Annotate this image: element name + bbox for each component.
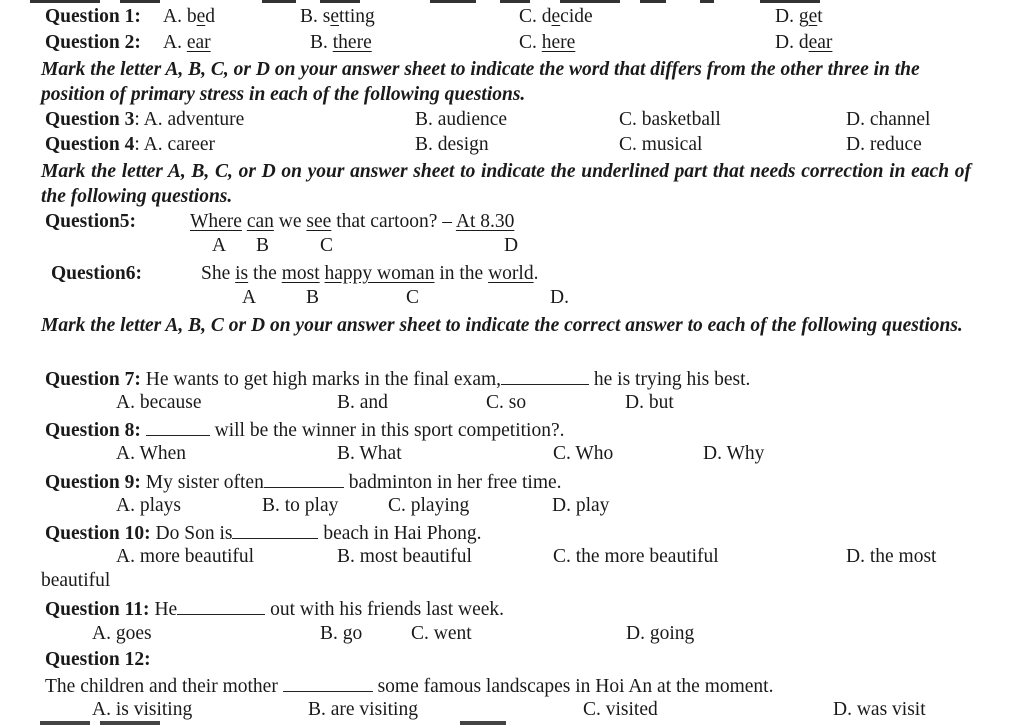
q7-stem: Question 7: He wants to get high marks in the final exam, he is trying his best. xyxy=(45,369,751,390)
q3-label: Question 3 xyxy=(45,109,135,130)
q1-option-c[interactable]: C. decide xyxy=(519,6,593,27)
q8-option-d[interactable]: D. Why xyxy=(703,443,765,464)
q10-option-d-continued: beautiful xyxy=(41,570,111,591)
q6-part-b[interactable]: most xyxy=(281,263,320,284)
q7-label: Question 7: xyxy=(45,369,141,390)
q8-stem: Question 8: will be the winner in this sport competition?. xyxy=(45,420,565,441)
q11-option-c[interactable]: C. went xyxy=(411,623,472,644)
q8-option-a[interactable]: A. When xyxy=(116,443,187,464)
q6-part-a[interactable]: is xyxy=(235,263,249,284)
q12-option-c[interactable]: C. visited xyxy=(583,699,658,720)
q7-option-d[interactable]: D. but xyxy=(625,392,674,413)
q6-letter-c: C xyxy=(406,287,420,308)
q10-option-a[interactable]: A. more beautiful xyxy=(116,546,255,567)
q4-option-b[interactable]: B. design xyxy=(415,134,489,155)
q2-label: Question 2: xyxy=(45,32,141,53)
q9-option-d[interactable]: D. play xyxy=(552,495,610,516)
q3-option-a[interactable]: Question 3: A. adventure xyxy=(45,109,245,130)
q12-blank xyxy=(283,674,373,692)
q4-label: Question 4 xyxy=(45,134,135,155)
q9-option-a[interactable]: A. plays xyxy=(116,495,181,516)
q5-letter-b: B xyxy=(256,235,270,256)
q10-blank xyxy=(232,521,318,539)
q3-option-b[interactable]: B. audience xyxy=(415,109,508,130)
q3-option-c[interactable]: C. basketball xyxy=(619,109,721,130)
q5-letter-c: C xyxy=(320,235,334,256)
q9-label: Question 9: xyxy=(45,472,141,493)
q12-option-b[interactable]: B. are visiting xyxy=(308,699,418,720)
q11-stem: Question 11: He out with his friends last week. xyxy=(45,599,505,620)
q11-option-a[interactable]: A. goes xyxy=(92,623,152,644)
q10-option-b[interactable]: B. most beautiful xyxy=(337,546,472,567)
q11-label: Question 11: xyxy=(45,599,150,620)
q5-letter-a: A xyxy=(212,235,227,256)
q7-option-b[interactable]: B. and xyxy=(337,392,388,413)
q4-option-c[interactable]: C. musical xyxy=(619,134,703,155)
q1-option-b[interactable]: B. setting xyxy=(300,6,375,27)
q7-blank xyxy=(501,367,589,385)
instruction-correct-answer: Mark the letter A, B, C or D on your answer sheet to indicate the correct answer to each of the following questions. xyxy=(41,315,963,336)
cropped-next-line xyxy=(0,719,1024,725)
q7-option-a[interactable]: A. because xyxy=(116,392,202,413)
q12-option-a[interactable]: A. is visiting xyxy=(92,699,193,720)
q5-part-d[interactable]: At 8.30 xyxy=(455,211,515,232)
q9-option-b[interactable]: B. to play xyxy=(262,495,339,516)
q2-option-a[interactable]: A. ear xyxy=(163,32,211,53)
instruction-stress: Mark the letter A, B, C, or D on your answer sheet to indicate the word that differs from the other three in the position of primary stress in each of the following questions. xyxy=(41,59,920,105)
q8-blank xyxy=(146,418,210,436)
q3-option-d[interactable]: D. channel xyxy=(846,109,931,130)
q9-option-c[interactable]: C. playing xyxy=(388,495,470,516)
q2-option-c[interactable]: C. here xyxy=(519,32,576,53)
q6-part-d[interactable]: world xyxy=(488,263,534,284)
q6-sentence: She is the most happy woman in the world. xyxy=(201,263,539,284)
q11-option-d[interactable]: D. going xyxy=(626,623,695,644)
q7-option-c[interactable]: C. so xyxy=(486,392,527,413)
q11-option-b[interactable]: B. go xyxy=(320,623,363,644)
q5-letter-d: D xyxy=(504,235,519,256)
q5-label: Question5: xyxy=(45,211,137,232)
q12-stem: The children and their mother some famous landscapes in Hoi An at the moment. xyxy=(45,676,774,697)
q6-label: Question6: xyxy=(51,263,143,284)
q6-part-c[interactable]: happy woman xyxy=(324,263,435,284)
q11-blank xyxy=(177,597,265,615)
q10-stem: Question 10: Do Son is beach in Hai Phong. xyxy=(45,523,482,544)
q5-part-b[interactable]: can xyxy=(246,211,274,232)
q2-option-b[interactable]: B. there xyxy=(310,32,372,53)
q8-option-c[interactable]: C. Who xyxy=(553,443,614,464)
q9-blank xyxy=(264,470,344,488)
q1-option-d[interactable]: D. get xyxy=(775,6,823,27)
q10-option-d[interactable]: D. the most xyxy=(846,546,937,567)
instruction-correction: Mark the letter A, B, C, or D on your answer sheet to indicate the underlined part that needs correction in each of the following questions. xyxy=(41,161,971,207)
q5-sentence: Where can we see that cartoon? – At 8.30 xyxy=(190,211,515,232)
q6-letter-d: D. xyxy=(550,287,569,308)
q10-label: Question 10: xyxy=(45,523,151,544)
q12-label: Question 12: xyxy=(45,649,151,670)
q8-option-b[interactable]: B. What xyxy=(337,443,402,464)
q2-option-d[interactable]: D. dear xyxy=(775,32,833,53)
cropped-previous-line xyxy=(0,0,1024,4)
q4-option-d[interactable]: D. reduce xyxy=(846,134,922,155)
q5-part-a[interactable]: Where xyxy=(190,211,242,232)
q8-label: Question 8: xyxy=(45,420,141,441)
q1-label: Question 1: xyxy=(45,6,141,27)
q1-option-a[interactable]: A. bed xyxy=(163,6,215,27)
q12-option-d[interactable]: D. was visit xyxy=(833,699,926,720)
q5-part-c[interactable]: see xyxy=(306,211,332,232)
q6-letter-b: B xyxy=(306,287,320,308)
q6-letter-a: A xyxy=(242,287,257,308)
q4-option-a[interactable]: Question 4: A. career xyxy=(45,134,216,155)
q10-option-c[interactable]: C. the more beautiful xyxy=(553,546,719,567)
q9-stem: Question 9: My sister often badminton in her free time. xyxy=(45,472,562,493)
